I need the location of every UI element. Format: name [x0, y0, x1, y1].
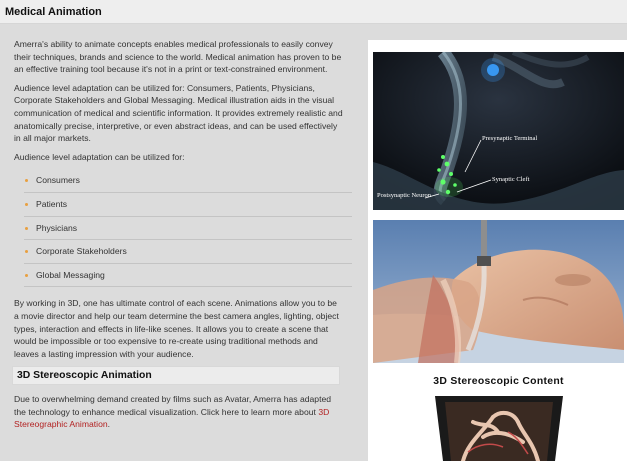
stereo-animation-link[interactable]: 3D Stereographic Animation — [14, 406, 330, 430]
bullet-icon — [25, 274, 28, 277]
stereo-text-after-link: . — [107, 419, 111, 430]
list-item — [24, 193, 352, 217]
list-item — [24, 240, 352, 264]
title-bar — [0, 0, 627, 24]
stereo-content-image — [373, 392, 624, 461]
postsynaptic-label: Postsynaptic Neuron — [377, 192, 431, 199]
stereo-paragraph — [14, 393, 344, 431]
list-item-label: Patients — [36, 198, 68, 209]
stereo-content-title: 3D Stereoscopic Content — [433, 376, 564, 387]
stereo-section-header — [12, 366, 340, 385]
list-item-label: Physicians — [36, 222, 78, 233]
audience-list — [24, 169, 352, 287]
list-item-label: Consumers — [36, 175, 80, 186]
list-item — [24, 217, 352, 241]
cleft-label: Synaptic Cleft — [492, 176, 530, 183]
bullet-icon — [25, 250, 28, 253]
list-item — [24, 264, 352, 288]
three-d-paragraph: By working in 3D, one has ultimate control of each scene. Animations allow you to be a movie director and help our team determine the best camera angles, lighting, object types, interaction and effects in life-like scenes. It allows you to create a scene that would be impossible or too expensive to re-create using traditional methods and leaves a lasting impression with your audience. — [14, 298, 339, 359]
list-item-label: Corporate Stakeholders — [36, 246, 127, 257]
list-item — [24, 169, 352, 193]
image-sidebar — [368, 40, 627, 461]
bullet-icon — [25, 179, 28, 182]
stereo-text-before-link: Due to overwhelming demand created by films such as Avatar, Amerra has adapted the technology to enhance medical visualization. Click here to learn more about — [14, 394, 332, 417]
neuron-image — [373, 52, 624, 210]
bullet-icon — [25, 227, 28, 230]
intro-paragraph-1: Amerra's ability to animate concepts enables medical professionals to easily convey their techniques, brands and science to the world. Medical animation has proven to be an effective training tool because it's not in a print or text-constrained environment. — [14, 39, 342, 75]
list-lead-text: Audience level adaptation can be utilized for: — [14, 151, 185, 162]
intubation-image — [373, 220, 624, 363]
list-item-label: Global Messaging — [36, 269, 105, 280]
bullet-icon — [25, 203, 28, 206]
page-title: Medical Animation — [5, 6, 102, 18]
stereo-section-heading: 3D Stereoscopic Animation — [17, 370, 152, 382]
intro-paragraph-2: Audience level adaptation can be utilized for: Consumers, Patients, Physicians, Corporate Stakeholders and Global Messaging. Medical illustration aids in the visual communication of medical and scientific information. It provides extremely realistic and anatomically precise, interpretive, or even abstract ideas, and can be used effectively in all major markets. — [14, 82, 343, 144]
main-column — [14, 38, 344, 437]
presynaptic-label: Presynaptic Terminal — [482, 135, 538, 142]
